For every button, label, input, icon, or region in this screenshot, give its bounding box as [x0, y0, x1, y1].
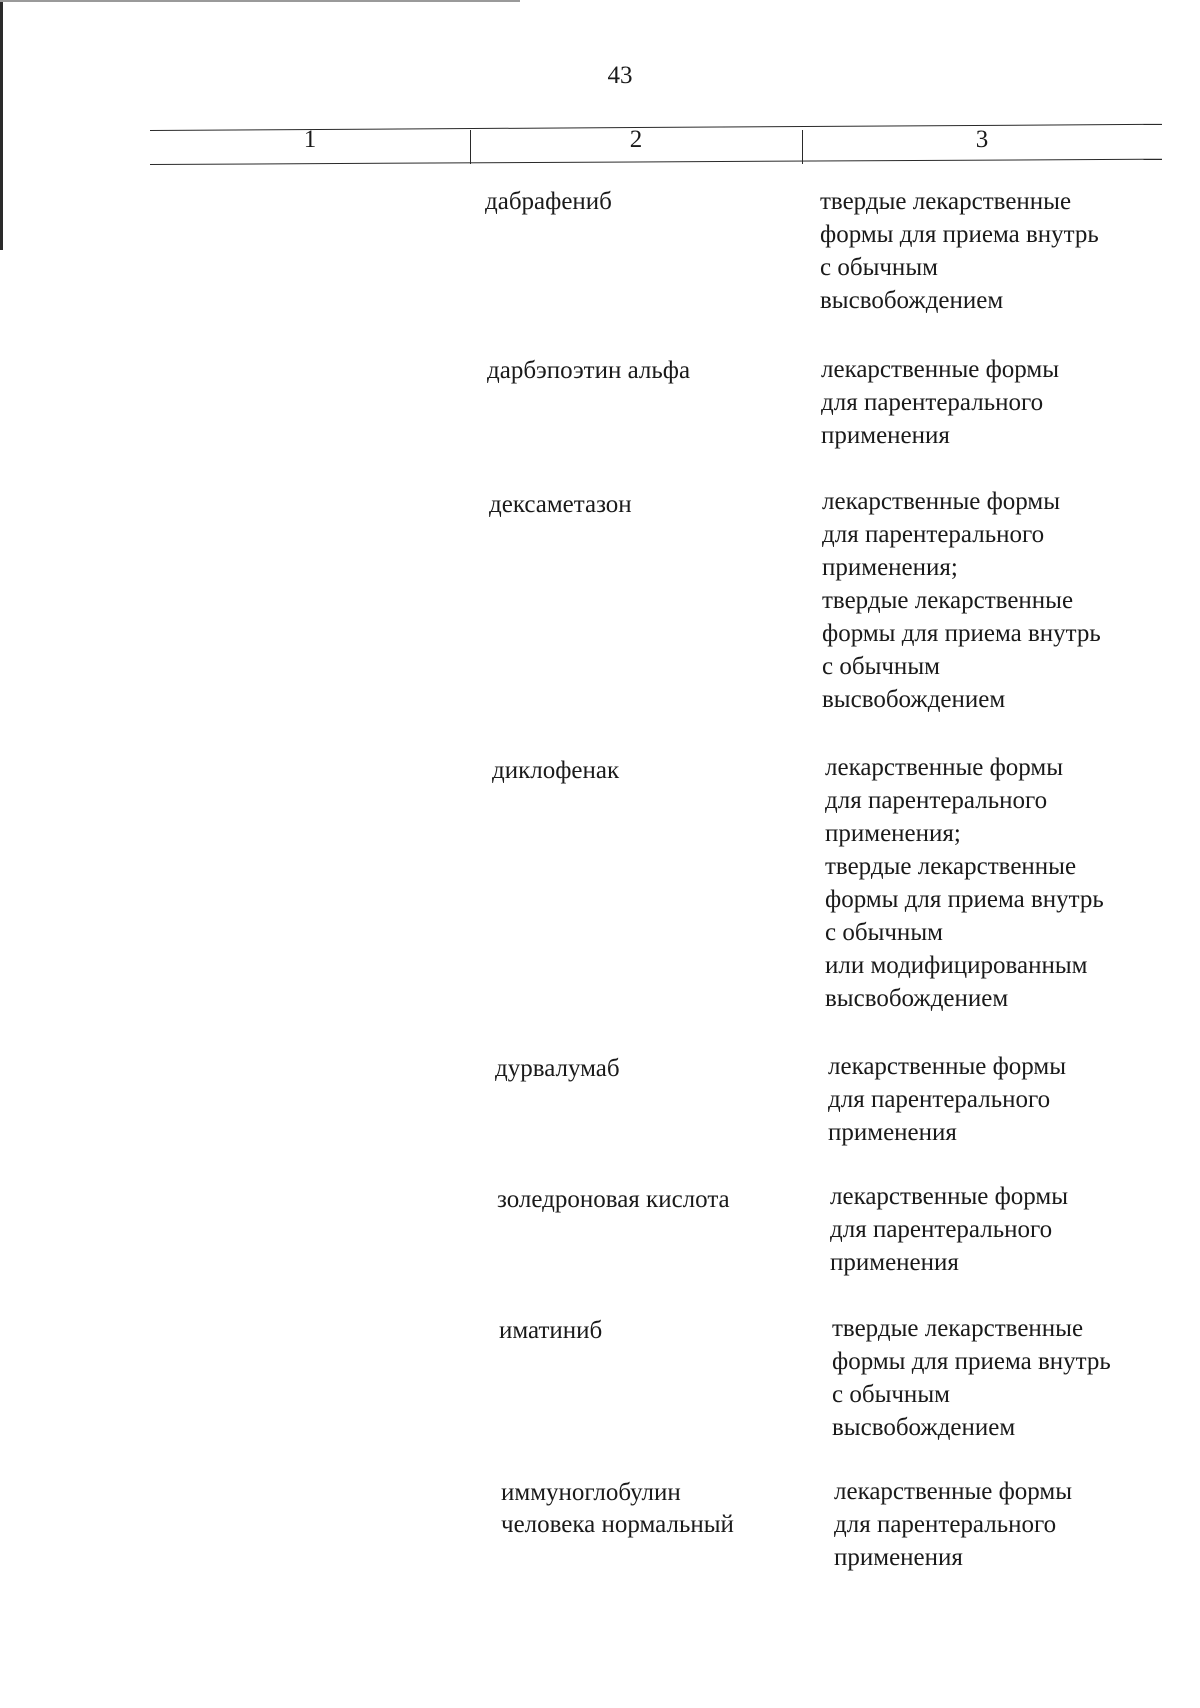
drug-name: дабрафениб: [485, 188, 612, 215]
page-number: 43: [607, 62, 633, 89]
dosage-form: твердые лекарственные формы для приема внутрь с обычным высвобождением: [832, 1315, 1111, 1441]
drug-name: дарбэпоэтин альфа: [487, 357, 691, 384]
drug-name: дексаметазон: [489, 491, 632, 518]
dosage-form: твердые лекарственные формы для приема внутрь с обычным высвобождением: [820, 188, 1099, 314]
dosage-form: лекарственные формы для парентерального применения: [830, 1183, 1069, 1276]
drug-name: диклофенак: [492, 757, 620, 784]
drug-name: иматиниб: [499, 1317, 603, 1344]
column-header-2: 2: [629, 126, 643, 153]
dosage-form: лекарственные формы для парентерального применения; твердые лекарственные формы для приема внутрь с обычным высвобождением: [822, 488, 1101, 713]
dosage-form: лекарственные формы для парентерального применения: [828, 1053, 1067, 1146]
dosage-form: лекарственные формы для парентерального применения; твердые лекарственные формы для приема внутрь с обычным или модифицированным высвобождением: [825, 754, 1104, 1012]
dosage-form: лекарственные формы для парентерального применения: [821, 356, 1060, 449]
drug-name: иммуноглобулин человека нормальный: [501, 1479, 734, 1538]
column-header-1: 1: [303, 126, 317, 153]
dosage-form: лекарственные формы для парентерального применения: [834, 1478, 1073, 1571]
column-header-3: 3: [975, 126, 989, 153]
drug-name: дурвалумаб: [495, 1055, 620, 1082]
drug-name: золедроновая кислота: [497, 1186, 730, 1213]
